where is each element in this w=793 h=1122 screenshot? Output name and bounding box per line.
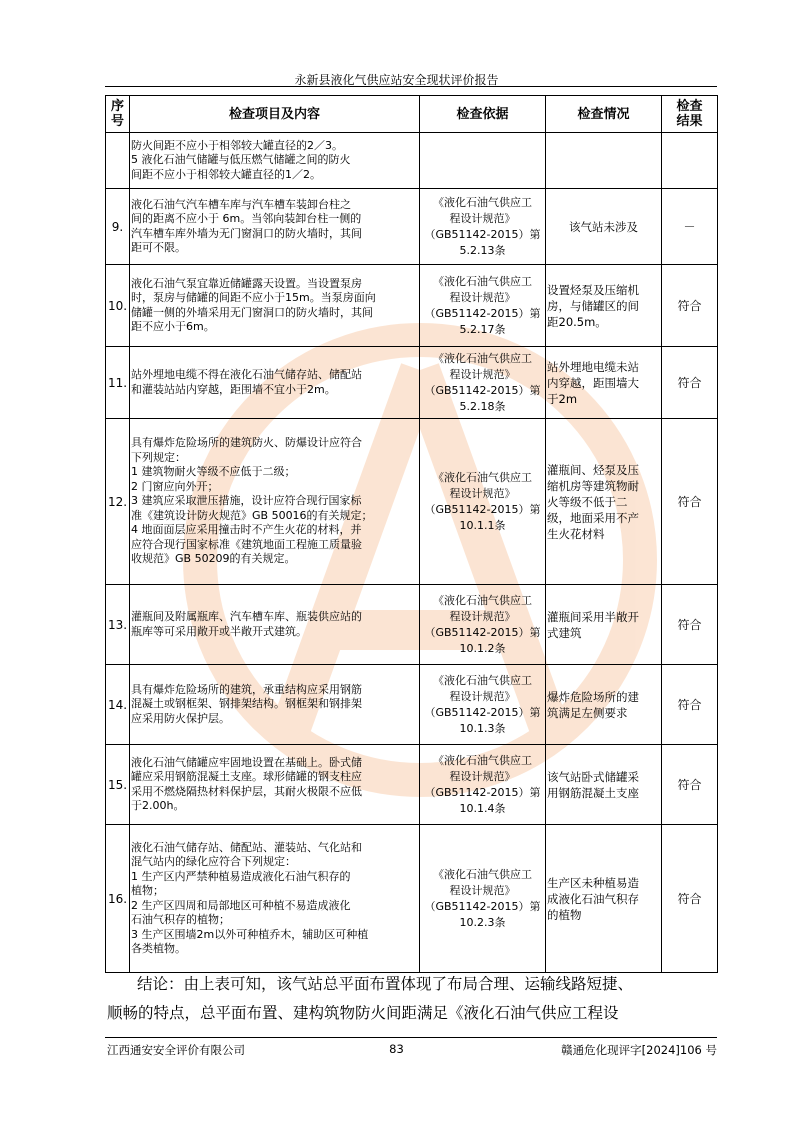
inspection-item: 灌瓶间及附属瓶库、汽车槽车库、瓶装供应站的 瓶库等可采用敞开或半敞开式建筑。 xyxy=(130,585,420,665)
col-header-no: 序 号 xyxy=(106,96,130,133)
header-title: 永新县液化气供应站安全现状评价报告 xyxy=(294,73,499,87)
table-row xyxy=(106,665,718,745)
inspection-situation xyxy=(546,133,662,189)
table-row xyxy=(106,347,718,419)
conclusion-line: 结论：由上表可知，该气站总平面布置体现了布局合理、运输线路短捷、 xyxy=(137,975,634,993)
footer-company: 江西通安安全评价有限公司 xyxy=(107,1043,245,1057)
conclusion-line: 顺畅的特点，总平面布置、建构筑物防火间距满足《液化石油气供应工程设 xyxy=(107,1004,619,1022)
inspection-item: 液化石油气储存站、储配站、灌装站、气化站和 混气站内的绿化应符合下列规定： 1 生产区内严禁种植易造成液化石油气积存的 植物； 2 生产区四周和局部地区可种植不易造成液化 石油气积存的植物； 3 生产区围墙2m以外可种植乔木，辅助区可种植 各类植物。 xyxy=(130,825,420,973)
header-rule xyxy=(105,86,717,87)
inspection-basis: 《液化石油气供应工 程设计规范》 （GB51142-2015）第 10.2.3条 xyxy=(420,825,546,973)
row-number xyxy=(106,133,130,189)
inspection-situation: 生产区未种植易造 成液化石油气积存 的植物 xyxy=(546,825,662,973)
inspection-result: 符合 xyxy=(662,265,718,347)
inspection-result: 符合 xyxy=(662,825,718,973)
inspection-basis: 《液化石油气供应工 程设计规范》 （GB51142-2015）第 5.2.13条 xyxy=(420,189,546,265)
row-number: 13. xyxy=(106,585,130,665)
inspection-situation: 灌瓶间、烃泵及压 缩机房等建筑物耐 火等级不低于二 级，地面采用不产 生火花材料 xyxy=(546,419,662,585)
col-header-item: 检查项目及内容 xyxy=(130,96,420,133)
inspection-basis: 《液化石油气供应工 程设计规范》 （GB51142-2015）第 10.1.3条 xyxy=(420,665,546,745)
inspection-table xyxy=(105,95,718,973)
row-number: 10. xyxy=(106,265,130,347)
inspection-result: 符合 xyxy=(662,347,718,419)
inspection-item: 液化石油气泵宜靠近储罐露天设置。当设置泵房 时，泵房与储罐的间距不应小于15m。当泵房面向 储罐一侧的外墙采用无门窗洞口的防火墙时，其间 距不应小于6m。 xyxy=(130,265,420,347)
inspection-result: 符合 xyxy=(662,419,718,585)
inspection-item: 站外埋地电缆不得在液化石油气储存站、储配站 和灌装站站内穿越，距围墙不宜小于2m。 xyxy=(130,347,420,419)
table-row xyxy=(106,825,718,973)
row-number: 11. xyxy=(106,347,130,419)
page-number: 83 xyxy=(389,1042,404,1056)
inspection-basis xyxy=(420,133,546,189)
inspection-result: － xyxy=(662,189,718,265)
report-code: 赣通危化现评字[2024]106 号 xyxy=(561,1043,717,1057)
inspection-situation: 灌瓶间采用半敞开 式建筑 xyxy=(546,585,662,665)
inspection-situation: 该气站未涉及 xyxy=(546,189,662,265)
inspection-item: 液化石油气汽车槽车库与汽车槽车装卸台柱之 间的距离不应小于 6m。当邻向装卸台柱一侧的 汽车槽车库外墙为无门窗洞口的防火墙时，其间 距可不限。 xyxy=(130,189,420,265)
col-header-basis: 检查依据 xyxy=(420,96,546,133)
inspection-item: 液化石油气储罐应牢固地设置在基础上。卧式储 罐应采用钢筋混凝土支座。球形储罐的钢支柱应 采用不燃烧隔热材料保护层，其耐火极限不应低 于2.00h。 xyxy=(130,745,420,825)
col-header-result: 检查 结果 xyxy=(662,96,718,133)
inspection-basis: 《液化石油气供应工 程设计规范》 （GB51142-2015）第 5.2.17条 xyxy=(420,265,546,347)
inspection-basis: 《液化石油气供应工 程设计规范》 （GB51142-2015）第 10.1.2条 xyxy=(420,585,546,665)
row-number: 15. xyxy=(106,745,130,825)
table-row xyxy=(106,133,718,189)
inspection-result: 符合 xyxy=(662,745,718,825)
table-header-row xyxy=(106,96,718,133)
table-row xyxy=(106,265,718,347)
inspection-basis: 《液化石油气供应工 程设计规范》 （GB51142-2015）第 5.2.18条 xyxy=(420,347,546,419)
table-row xyxy=(106,189,718,265)
footer-rule xyxy=(105,1037,717,1038)
inspection-basis: 《液化石油气供应工 程设计规范》 （GB51142-2015）第 10.1.1条 xyxy=(420,419,546,585)
table-row xyxy=(106,419,718,585)
table-row xyxy=(106,585,718,665)
conclusion-paragraph xyxy=(107,970,719,1028)
row-number: 12. xyxy=(106,419,130,585)
inspection-situation: 设置烃泵及压缩机 房，与储罐区的间 距20.5m。 xyxy=(546,265,662,347)
row-number: 16. xyxy=(106,825,130,973)
inspection-item: 具有爆炸危险场所的建筑，承重结构应采用钢筋 混凝土或钢框架、钢排架结构。钢框架和钢排架 应采用防火保护层。 xyxy=(130,665,420,745)
inspection-basis: 《液化石油气供应工 程设计规范》 （GB51142-2015）第 10.1.4条 xyxy=(420,745,546,825)
row-number: 9. xyxy=(106,189,130,265)
table-row xyxy=(106,745,718,825)
inspection-result xyxy=(662,133,718,189)
inspection-situation: 该气站卧式储罐采 用钢筋混凝土支座 xyxy=(546,745,662,825)
inspection-result: 符合 xyxy=(662,665,718,745)
col-header-situation: 检查情况 xyxy=(546,96,662,133)
inspection-result: 符合 xyxy=(662,585,718,665)
inspection-situation: 站外埋地电缆未站 内穿越，距围墙大 于2m xyxy=(546,347,662,419)
inspection-situation: 爆炸危险场所的建 筑满足左侧要求 xyxy=(546,665,662,745)
inspection-item: 防火间距不应小于相邻较大罐直径的2／3。 5 液化石油气储罐与低压燃气储罐之间的防火 间距不应小于相邻较大罐直径的1／2。 xyxy=(130,133,420,189)
inspection-item: 具有爆炸危险场所的建筑防火、防爆设计应符合 下列规定： 1 建筑物耐火等级不应低于二级； 2 门窗应向外开； 3 建筑应采取泄压措施，设计应符合现行国家标 准《建筑设计防火规范》GB 50016的有关规定； 4 地面面层应采用撞击时不产生火花的材料，并 应符合现行国家标准《建筑地面工程施工质量验 收规范》GB 50209的有关规定。 xyxy=(130,419,420,585)
row-number: 14. xyxy=(106,665,130,745)
